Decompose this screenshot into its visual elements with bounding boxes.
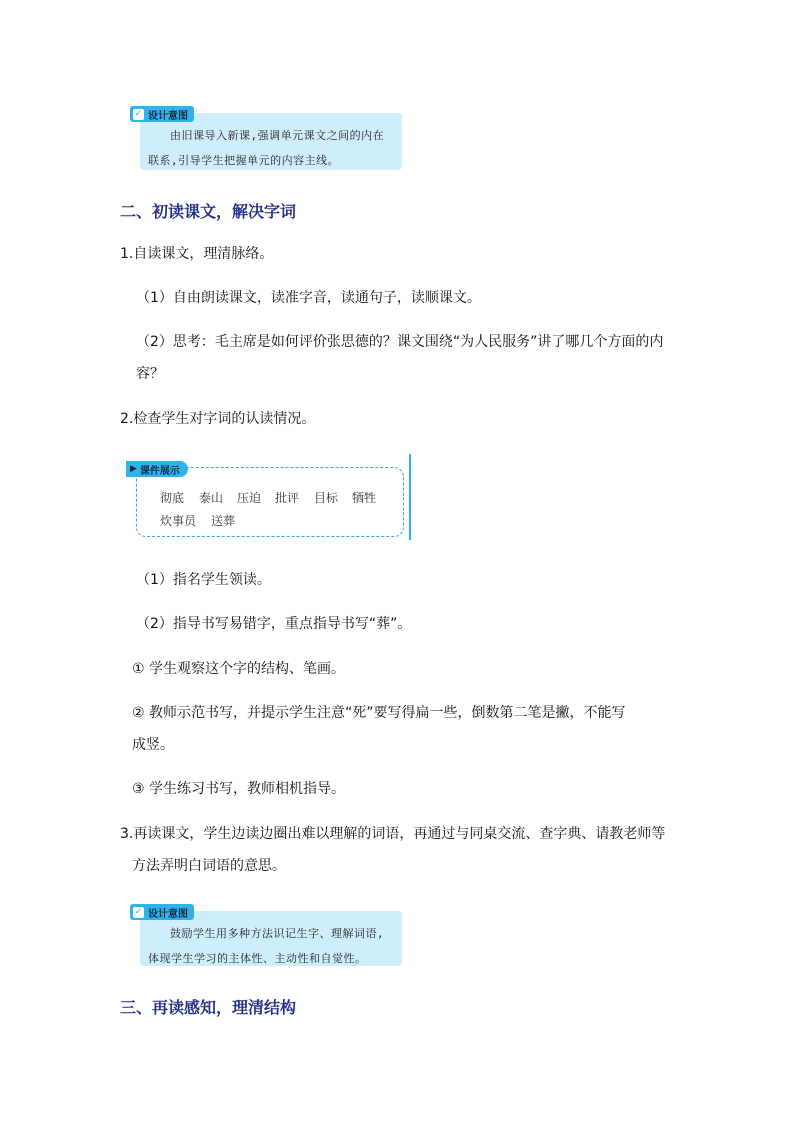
word-item: 送葬 xyxy=(211,514,236,528)
word-item: 彻底 xyxy=(160,491,185,505)
item-3-line-2: 方法弄明白词语的意思。 xyxy=(132,858,286,874)
design-intent-label: 设计意图 xyxy=(148,110,188,122)
item-3-line-1: 3.再读课文，学生边读边圈出难以理解的词语，再通过与同桌交流、查字典、请教老师等 xyxy=(120,826,666,842)
step-1: ① 学生观察这个字的结构、笔画。 xyxy=(132,661,346,677)
item-2: 2.检查学生对字词的认读情况。 xyxy=(120,411,316,427)
design-intent-tag xyxy=(130,904,194,920)
play-icon: ▶ xyxy=(130,464,137,474)
design-intent-tag xyxy=(130,106,194,122)
checklist-icon: ✓ xyxy=(134,108,143,119)
step-3: ③ 学生练习书写，教师相机指导。 xyxy=(132,781,346,797)
item-1-sub-2-line-2: 容？ xyxy=(136,366,164,382)
word-item: 目标 xyxy=(314,491,339,505)
item-1-sub-1: （1）自由朗读课文，读准字音，读通句子，读顺课文。 xyxy=(136,290,481,306)
courseware-label: 课件展示 xyxy=(139,465,180,477)
courseware-tag xyxy=(126,461,188,477)
item-1-sub-2-line-1: （2）思考：毛主席是如何评价张思德的？课文围绕“为人民服务”讲了哪几个方面的内 xyxy=(136,334,664,350)
word-item: 压迫 xyxy=(237,491,262,505)
word-item: 批评 xyxy=(275,491,300,505)
word-item: 泰山 xyxy=(199,491,224,505)
item-2-sub-2: （2）指导书写易错字，重点指导书写“葬”。 xyxy=(136,616,412,632)
checklist-icon: ✓ xyxy=(134,906,143,917)
section-heading-2: 二、初读课文，解决字词 xyxy=(120,202,297,221)
step-2-line-1: ② 教师示范书写，并提示学生注意“死”要写得扁一些，倒数第二笔是撇，不能写 xyxy=(132,705,626,721)
design-intent-text: 鼓励学生用多种方法识记生字、理解词语,体现学生学习的主体性、主动性和自觉性。 xyxy=(148,927,385,965)
design-intent-box xyxy=(134,108,402,170)
step-2-line-2: 成竖。 xyxy=(132,737,174,753)
design-intent-box xyxy=(134,906,402,966)
courseware-divider xyxy=(409,454,411,540)
design-intent-label: 设计意图 xyxy=(148,908,188,920)
word-item: 炊事员 xyxy=(160,514,197,528)
item-1: 1.自读课文，理清脉络。 xyxy=(120,246,274,262)
word-item: 牺牲 xyxy=(352,491,377,505)
section-heading-3: 三、再读感知，理清结构 xyxy=(120,998,297,1017)
item-2-sub-1: （1）指名学生领读。 xyxy=(136,572,271,588)
design-intent-text: 由旧课导入新课,强调单元课文之间的内在联系,引导学生把握单元的内容主线。 xyxy=(148,129,385,167)
